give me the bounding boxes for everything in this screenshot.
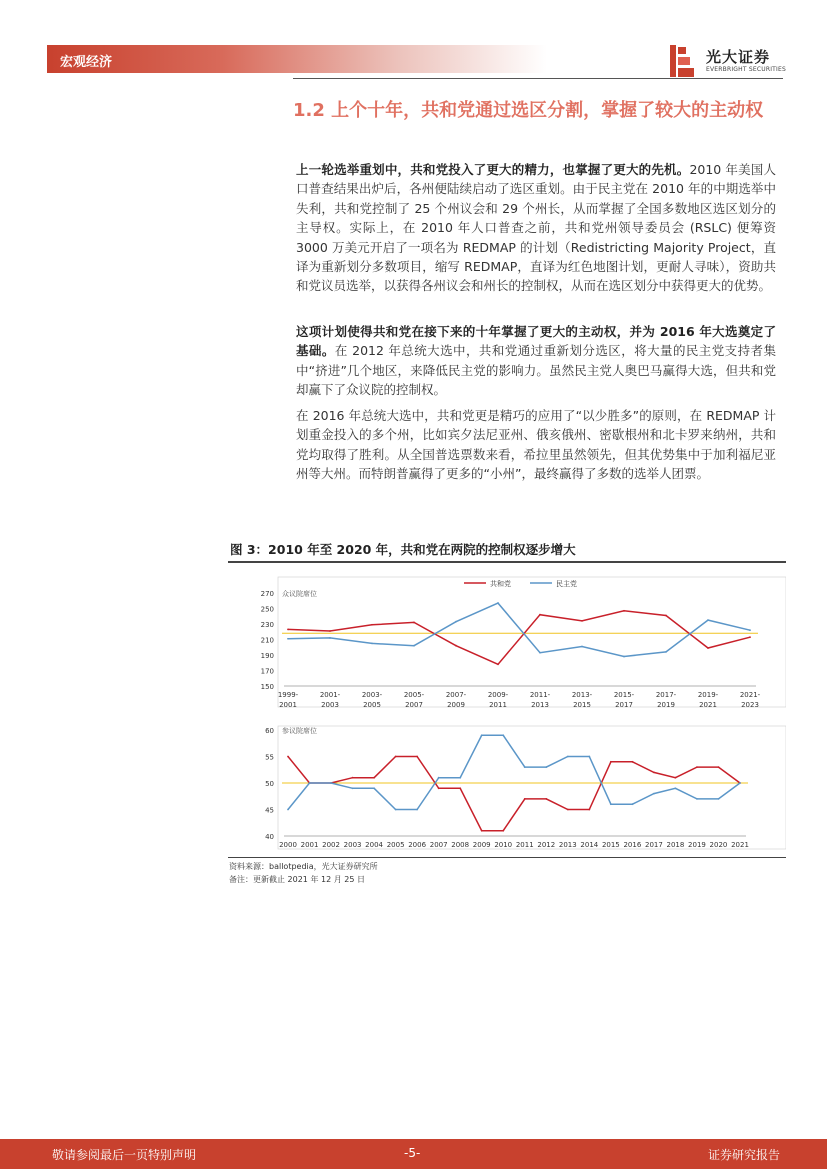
x-tick-label: 2009 bbox=[447, 701, 465, 709]
data-point bbox=[739, 782, 741, 784]
data-point bbox=[413, 645, 415, 647]
data-point bbox=[696, 798, 698, 800]
x-tick-label: 2004 bbox=[365, 841, 384, 849]
data-point bbox=[373, 777, 375, 779]
y-tick-label: 40 bbox=[265, 833, 274, 841]
data-point bbox=[287, 629, 289, 631]
data-point bbox=[623, 656, 625, 658]
data-point bbox=[653, 793, 655, 795]
data-point bbox=[287, 756, 289, 758]
data-point bbox=[330, 782, 332, 784]
paragraph-2 bbox=[296, 322, 776, 400]
x-tick-label: 2015- bbox=[613, 691, 635, 699]
data-point bbox=[438, 777, 440, 779]
x-tick-label: 2019 bbox=[688, 841, 706, 849]
data-point bbox=[329, 637, 331, 639]
x-tick-label: 2015 bbox=[601, 841, 620, 849]
data-point bbox=[416, 756, 418, 758]
x-tick-label: 2007- bbox=[445, 691, 467, 699]
header-band bbox=[47, 45, 547, 73]
data-point bbox=[749, 629, 751, 631]
paragraph-1 bbox=[296, 160, 776, 296]
data-point bbox=[395, 756, 397, 758]
section-label: 宏观经济 bbox=[60, 55, 113, 70]
data-point bbox=[481, 830, 483, 832]
data-point bbox=[718, 798, 720, 800]
x-tick-label: 2015 bbox=[573, 701, 591, 709]
data-point bbox=[502, 734, 504, 736]
data-point bbox=[567, 756, 569, 758]
data-point bbox=[371, 624, 373, 626]
x-tick-label: 2017- bbox=[655, 691, 677, 699]
data-point bbox=[696, 766, 698, 768]
data-point bbox=[438, 787, 440, 789]
series-line-republican bbox=[288, 611, 750, 665]
x-tick-label: 2013 bbox=[558, 841, 577, 849]
x-tick-label: 2011 bbox=[489, 701, 507, 709]
y-tick-label: 190 bbox=[260, 652, 274, 660]
data-point bbox=[539, 614, 541, 616]
x-tick-label: 2000 bbox=[279, 841, 297, 849]
page-number: -5- bbox=[404, 1146, 421, 1160]
series-line-republican bbox=[288, 757, 740, 831]
data-point bbox=[455, 645, 457, 647]
chart-title: 众议院席位 bbox=[282, 590, 317, 598]
legend-label: 民主党 bbox=[556, 580, 577, 588]
x-tick-label: 2019- bbox=[697, 691, 719, 699]
x-tick-label: 2001 bbox=[279, 701, 297, 709]
x-tick-label: 2014 bbox=[580, 841, 599, 849]
x-tick-label: 2017 bbox=[615, 701, 633, 709]
footer-report-type: 证券研究报告 bbox=[708, 1148, 781, 1162]
x-tick-label: 2021 bbox=[699, 701, 717, 709]
data-point bbox=[675, 787, 677, 789]
data-point bbox=[631, 761, 633, 763]
data-point bbox=[581, 646, 583, 648]
section-title: 1.2 上个十年，共和党通过选区分割，掌握了较大的主动权 bbox=[293, 100, 764, 121]
header-divider bbox=[293, 78, 783, 79]
data-point bbox=[329, 630, 331, 632]
y-tick-label: 55 bbox=[265, 753, 274, 762]
x-tick-label: 2001- bbox=[319, 691, 341, 699]
series-line-democrat bbox=[288, 735, 740, 809]
chart-frame bbox=[278, 577, 786, 707]
x-tick-label: 2005 bbox=[363, 701, 381, 709]
data-point bbox=[459, 787, 461, 789]
figure-title: 图 3：2010 年至 2020 年，共和党在两院的控制权逐步增大 bbox=[230, 542, 576, 557]
y-tick-label: 170 bbox=[260, 667, 274, 676]
figure-source: 资料来源：ballotpedia，光大证券研究所 bbox=[229, 862, 378, 871]
x-tick-label: 2017 bbox=[644, 841, 663, 849]
data-point bbox=[416, 809, 418, 811]
data-point bbox=[545, 798, 547, 800]
x-tick-label: 1999- bbox=[277, 691, 299, 699]
footer-disclaimer: 敬请参阅最后一页特别声明 bbox=[52, 1148, 197, 1162]
x-tick-label: 2021 bbox=[731, 841, 749, 849]
x-tick-label: 2002 bbox=[322, 841, 340, 849]
data-point bbox=[545, 766, 547, 768]
y-tick-label: 60 bbox=[265, 727, 274, 735]
x-tick-label: 2020 bbox=[709, 841, 728, 849]
y-tick-label: 270 bbox=[260, 590, 274, 598]
data-point bbox=[352, 777, 354, 779]
data-point bbox=[524, 798, 526, 800]
paragraph-3 bbox=[296, 406, 776, 484]
figure-charts bbox=[228, 563, 786, 855]
paragraph-2-body: 在 2012 年总统大选中，共和党通过重新划分选区，将大量的民主党支持者集中“挤进”几个地区，来降低民主党的影响力。虽然民主党人奥巴马赢得大选，但共和党却赢下了众议院的控制权。 bbox=[296, 343, 776, 398]
x-tick-label: 2008 bbox=[451, 841, 470, 849]
data-point bbox=[459, 777, 461, 779]
x-tick-label: 2023 bbox=[741, 701, 759, 709]
data-point bbox=[413, 622, 415, 624]
x-tick-label: 2005 bbox=[386, 841, 405, 849]
data-point bbox=[539, 652, 541, 654]
data-point bbox=[749, 636, 751, 638]
data-point bbox=[707, 647, 709, 649]
x-tick-label: 2010 bbox=[494, 841, 513, 849]
data-point bbox=[395, 809, 397, 811]
data-point bbox=[373, 787, 375, 789]
data-point bbox=[352, 787, 354, 789]
x-tick-label: 2009- bbox=[487, 691, 509, 699]
data-point bbox=[497, 602, 499, 604]
x-tick-label: 2013 bbox=[531, 701, 549, 709]
data-point bbox=[610, 803, 612, 805]
logo-english: EVERBRIGHT SECURITIES bbox=[706, 66, 786, 73]
data-point bbox=[588, 809, 590, 811]
y-tick-label: 210 bbox=[260, 636, 274, 645]
y-tick-label: 50 bbox=[265, 780, 274, 788]
legend-label: 共和党 bbox=[490, 580, 511, 588]
figure-bottom-rule bbox=[228, 857, 786, 858]
data-point bbox=[497, 663, 499, 665]
x-tick-label: 2019 bbox=[657, 701, 675, 709]
data-point bbox=[309, 782, 311, 784]
y-tick-label: 250 bbox=[260, 605, 274, 614]
data-point bbox=[524, 766, 526, 768]
data-point bbox=[623, 610, 625, 612]
data-point bbox=[455, 621, 457, 623]
x-tick-label: 2003 bbox=[343, 841, 362, 849]
x-tick-label: 2007 bbox=[405, 701, 423, 709]
data-point bbox=[581, 620, 583, 622]
data-point bbox=[481, 734, 483, 736]
x-tick-label: 2006 bbox=[408, 841, 427, 849]
data-point bbox=[371, 642, 373, 644]
x-tick-label: 2003- bbox=[361, 691, 383, 699]
x-tick-label: 2012 bbox=[537, 841, 556, 849]
y-tick-label: 45 bbox=[265, 806, 274, 815]
data-point bbox=[610, 761, 612, 763]
data-point bbox=[665, 615, 667, 617]
chart-title: 参议院席位 bbox=[282, 727, 317, 735]
x-tick-label: 2016 bbox=[623, 841, 642, 849]
data-point bbox=[567, 809, 569, 811]
data-point bbox=[675, 777, 677, 779]
data-point bbox=[665, 651, 667, 653]
paragraph-1-body: 2010 年美国人口普查结果出炉后，各州便陆续启动了选区重划。由于民主党在 2010 年的中期选举中失利，共和党控制了 25 个州议会和 29 个州长，从而掌握了全国多数地区选区划分的主导权。实际上，在 2010 年人口普查之前，共和党州领导委员会 (RSLC) 便筹资 3000 万美元开启了一项名为 REDMAP 的计划（Redistricting Majority Project，直译为重新划分多数项目，缩写 REDMAP，直译为红色地图计划，更耐人寻味），资助共和党议员选举，以获得各州议会和州长的控制权，从而在选区划分中获得更大的优势。 bbox=[296, 162, 776, 294]
data-point bbox=[718, 766, 720, 768]
y-tick-label: 230 bbox=[260, 621, 274, 629]
x-tick-label: 2021- bbox=[739, 691, 761, 699]
data-point bbox=[287, 638, 289, 640]
x-tick-label: 2003 bbox=[321, 701, 339, 709]
data-point bbox=[588, 756, 590, 758]
data-point bbox=[502, 830, 504, 832]
x-tick-label: 2001 bbox=[300, 841, 319, 849]
data-point bbox=[707, 619, 709, 621]
data-point bbox=[287, 809, 289, 811]
y-tick-label: 150 bbox=[260, 683, 274, 691]
logo-name: 光大证券 bbox=[706, 48, 771, 66]
x-tick-label: 2011 bbox=[515, 841, 534, 849]
chart-frame bbox=[278, 726, 786, 849]
x-tick-label: 2009 bbox=[472, 841, 491, 849]
paragraph-1-lead: 上一轮选举重划中，共和党投入了更大的精力，也掌握了更大的先机。 bbox=[296, 162, 690, 177]
figure-note: 备注：更新截止 2021 年 12 月 25 日 bbox=[229, 875, 365, 884]
paragraph-2-lead: 这项计划使得共和党在接下来的十年掌握了更大的主动权，并为 2016 年大选奠定了基础。 bbox=[296, 324, 776, 359]
x-tick-label: 2018 bbox=[666, 841, 685, 849]
x-tick-label: 2007 bbox=[429, 841, 448, 849]
x-tick-label: 2011- bbox=[529, 691, 551, 699]
data-point bbox=[653, 772, 655, 774]
x-tick-label: 2013- bbox=[571, 691, 593, 699]
data-point bbox=[631, 803, 633, 805]
series-line-democrat bbox=[288, 603, 750, 656]
paragraph-3-body: 在 2016 年总统大选中，共和党更是精巧的应用了“以少胜多”的原则，在 REDMAP 计划重金投入的多个州，比如宾夕法尼亚州、俄亥俄州、密歇根州和北卡罗来纳州，共和党均取得了胜利。从全国普选票数来看，希拉里虽然领先，但其优势集中于加利福尼亚州等大州。而特朗普赢得了更多的“小州”，最终赢得了多数的选举人团票。 bbox=[296, 408, 776, 482]
x-tick-label: 2005- bbox=[403, 691, 425, 699]
